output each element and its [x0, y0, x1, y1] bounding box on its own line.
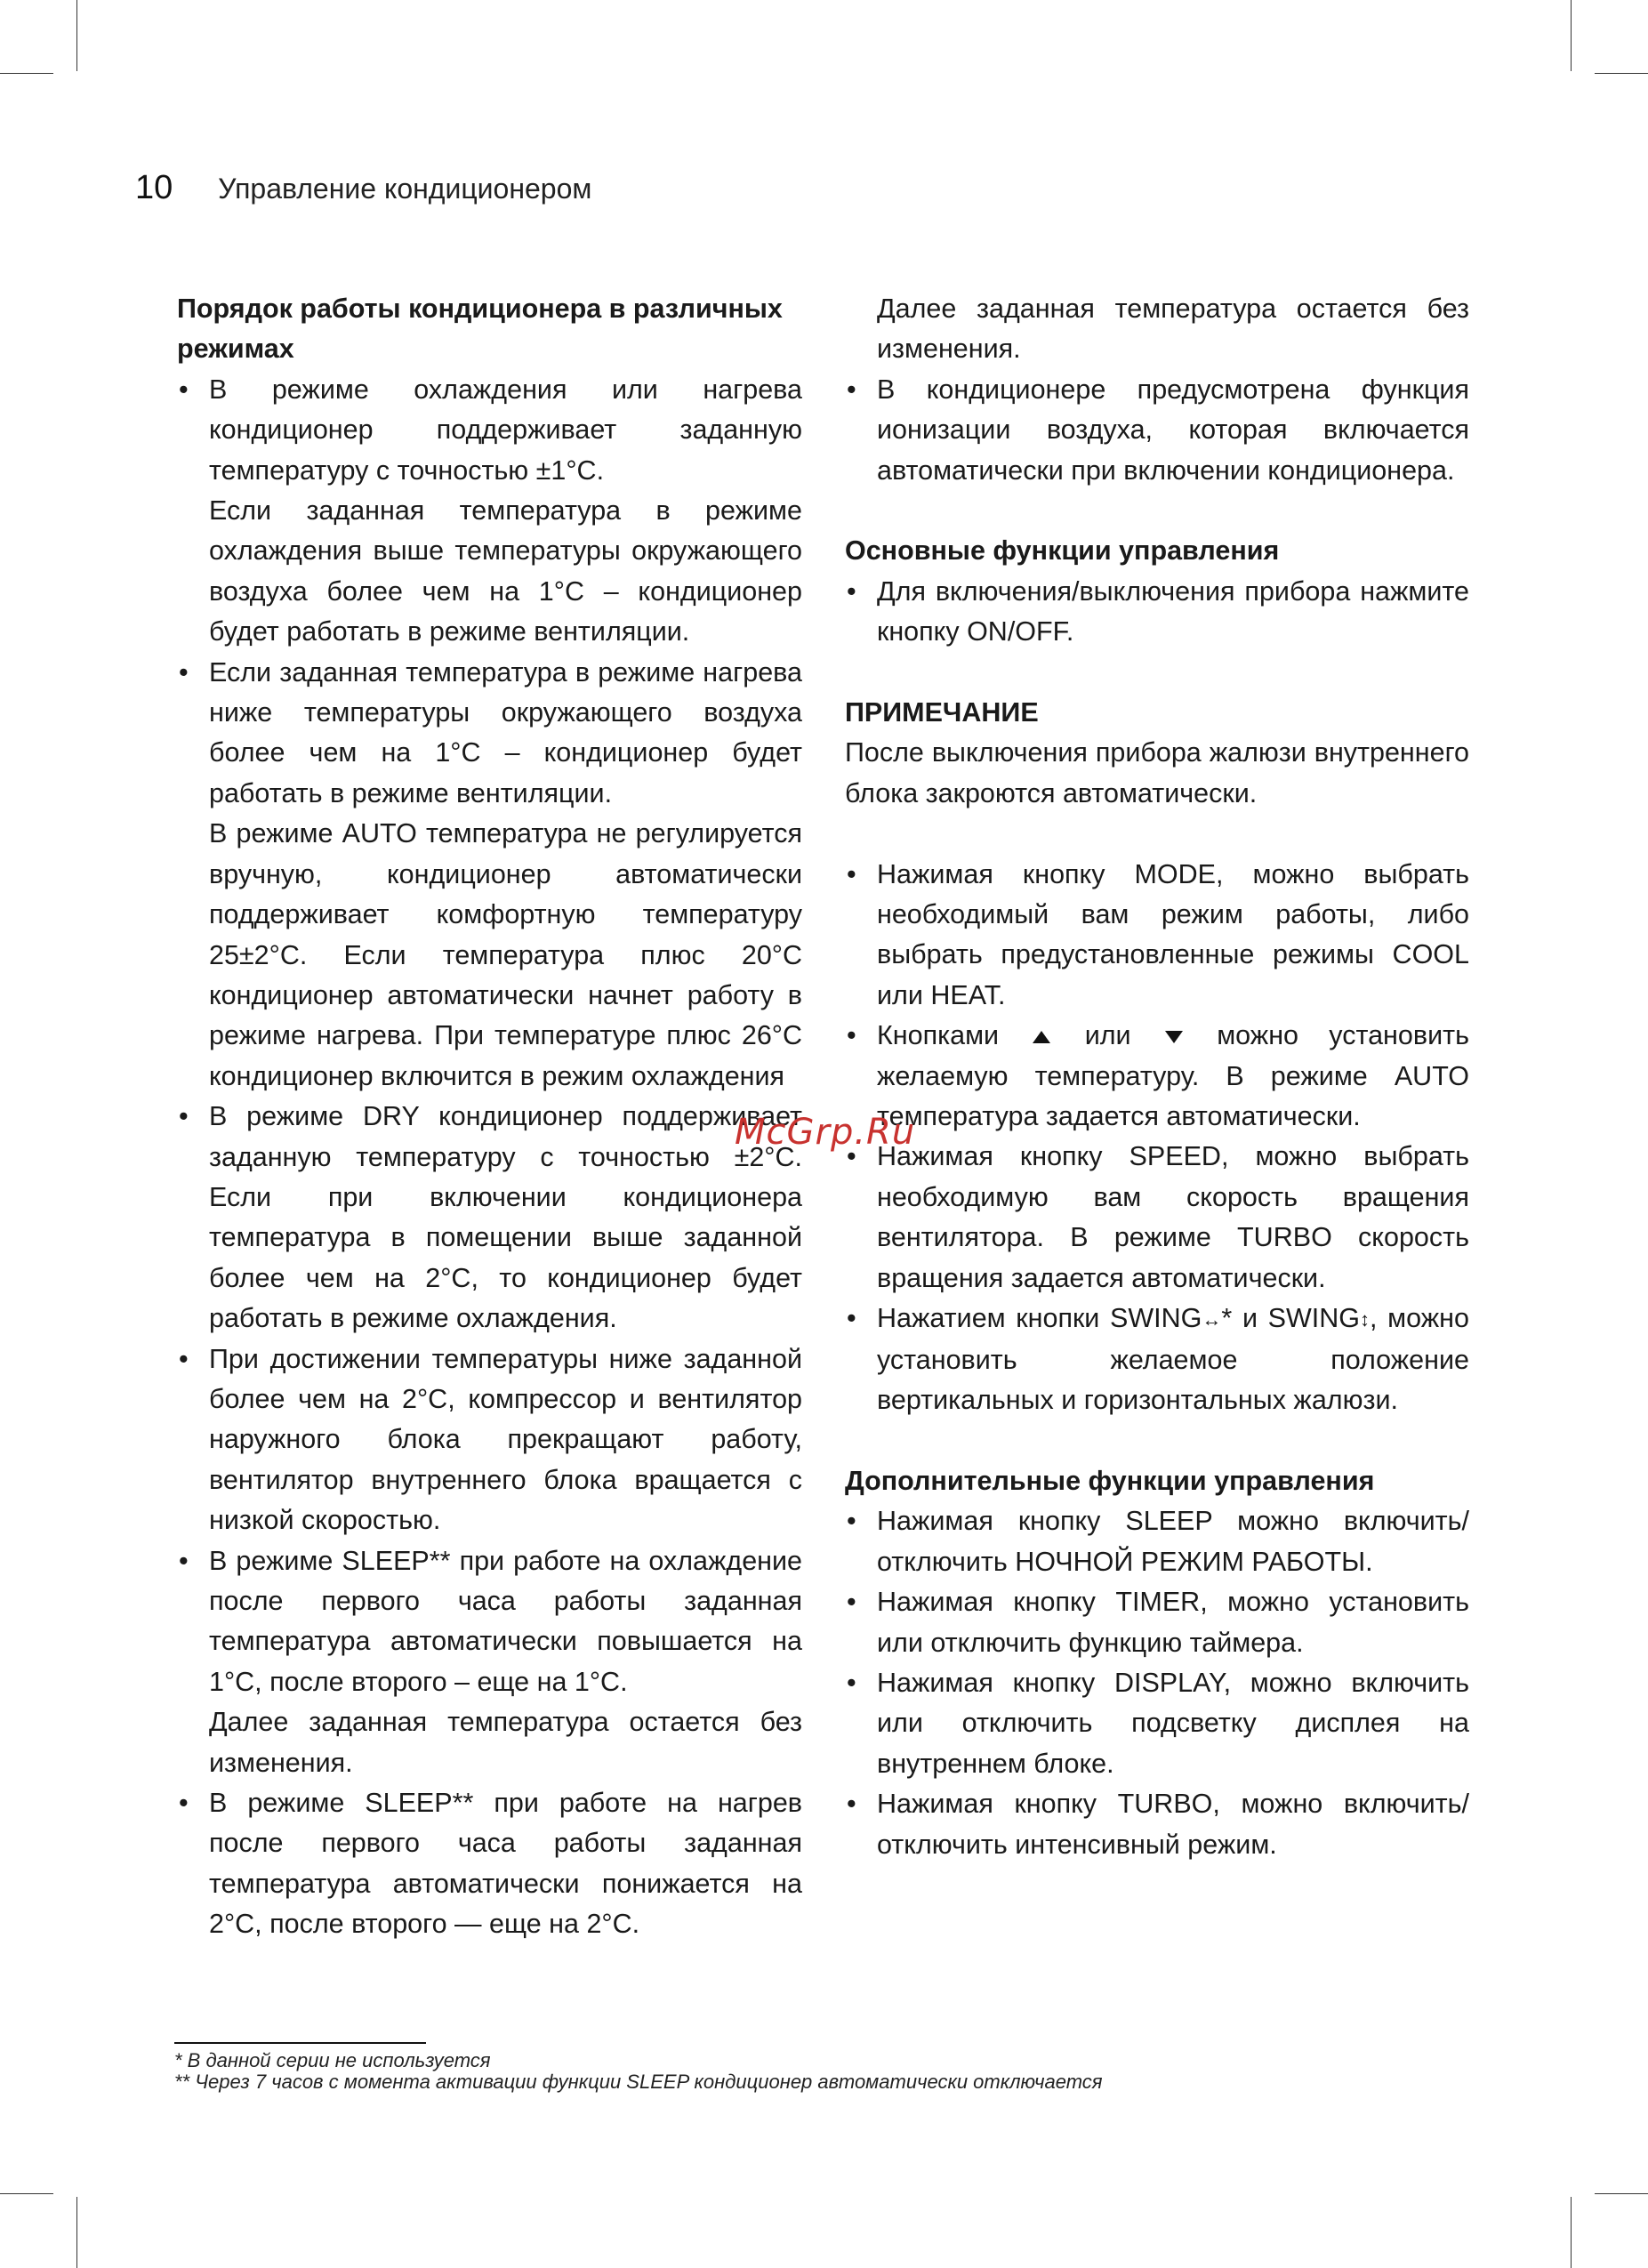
footnotes	[174, 2050, 1103, 2093]
list-item: • Нажимая кнопку DISPLAY, можно включить или отключить подсветку дисплея на внутреннем блоке.	[845, 1663, 1469, 1784]
crop-mark	[1595, 2193, 1648, 2194]
list-item-continuation: Далее заданная температура остается без изменения.	[877, 294, 1469, 365]
triangle-up-icon	[1033, 1031, 1050, 1043]
crop-mark	[1571, 0, 1572, 71]
list-item: • Нажимая кнопку SLEEP можно включить/отключить НОЧНОЙ РЕЖИМ РАБОТЫ.	[845, 1501, 1469, 1582]
text-fragment: и SWING	[1242, 1303, 1361, 1334]
footnote: ** Через 7 часов с момента активации функции SLEEP кондиционер автоматически отключается	[174, 2071, 1103, 2093]
text-fragment: или	[1084, 1020, 1131, 1051]
text-fragment: Кнопками	[877, 1020, 1000, 1051]
list-item: • Нажимая кнопку MODE, можно выбрать необходимый вам режим работы, либо выбрать предустановленные режимы COOL или HEAT.	[845, 855, 1469, 1017]
list-item: • Нажимая кнопку TURBO, можно включить/отключить интенсивный режим.	[845, 1784, 1469, 1865]
list-item: • В режиме охлаждения или нагрева кондиционер поддерживает заданную температуру с точностью ±1°C.	[177, 370, 802, 491]
crop-mark	[1595, 73, 1648, 74]
note-heading: ПРИМЕЧАНИЕ	[845, 697, 1039, 728]
note-text: После выключения прибора жалюзи внутреннего блока закроются автоматически.	[845, 737, 1469, 808]
vertical-arrows-icon: ↕	[1360, 1308, 1371, 1331]
page-section-title: Управление кондиционером	[218, 173, 592, 205]
crop-mark	[76, 0, 77, 71]
section-heading-basic: Основные функции управления	[845, 535, 1280, 567]
text-fragment: можно установить желаемую температуру. В режиме AUTO температура задается автоматически.	[877, 1020, 1469, 1132]
list-item	[845, 1299, 1469, 1420]
right-column	[845, 289, 1469, 1865]
list-item-continuation: Далее заданная температура остается без изменения.	[209, 1707, 802, 1778]
section-heading-modes: Порядок работы кондиционера в различных режимах	[177, 294, 783, 365]
list-item: • Нажимая кнопку TIMER, можно установить или отключить функцию таймера.	[845, 1582, 1469, 1663]
list-item: • Если заданная температура в режиме нагрева ниже температуры окружающего воздуха более чем на 1°C – кондиционер будет работать в режиме вентиляции.	[177, 653, 802, 815]
text-fragment: , можно установить желаемое положение вертикальных и горизонтальных жалюзи.	[877, 1303, 1469, 1416]
watermark: McGrp.Ru	[735, 1112, 916, 1153]
crop-mark	[0, 2193, 53, 2194]
page-header	[135, 169, 591, 207]
list-item: • В кондиционере предусмотрена функция ионизации воздуха, которая включается автоматически при включении кондиционера.	[845, 370, 1469, 491]
left-column	[177, 289, 802, 1945]
footnote: * В данной серии не используется	[174, 2049, 491, 2071]
text-fragment: Нажатием кнопки SWING	[877, 1303, 1202, 1334]
list-item: • В режиме SLEEP** при работе на охлаждение после первого часа работы заданная температура автоматически повышается на 1°C, после второго – еще на 1°C.	[177, 1541, 802, 1703]
list-item: • При достижении температуры ниже заданной более чем на 2°C, компрессор и вентилятор наружного блока прекращают работу, вентилятор внутреннего блока вращается с низкой скоростью.	[177, 1339, 802, 1541]
crop-mark	[0, 73, 53, 74]
list-item: • В режиме SLEEP** при работе на нагрев после первого часа работы заданная температура автоматически понижается на 2°C, после второго — еще на 2°C.	[177, 1783, 802, 1945]
list-item: • Для включения/выключения прибора нажмите кнопку ON/OFF.	[845, 572, 1469, 653]
list-item-continuation: В режиме AUTO температура не регулируется вручную, кондиционер автоматически поддерживает комфортную температуру 25±2°C. Если температура плюс 20°C кондиционер автоматически начнет работу в режиме нагрева. При температуре плюс 26°C кондиционер включится в режим охлаждения	[209, 818, 802, 1091]
text-fragment: *	[1221, 1303, 1233, 1334]
triangle-down-icon	[1165, 1031, 1183, 1043]
section-heading-extra: Дополнительные функции управления	[845, 1465, 1375, 1496]
horizontal-arrows-icon: ↔	[1202, 1308, 1222, 1331]
list-item	[845, 1016, 1469, 1137]
crop-mark	[1571, 2197, 1572, 2268]
footnote-divider	[174, 2042, 426, 2044]
list-item-continuation: Если заданная температура в режиме охлаждения выше температуры окружающего воздуха более чем на 1°C – кондиционер будет работать в режиме вентиляции.	[209, 495, 802, 647]
list-item: • В режиме DRY кондиционер поддерживает заданную температуру с точностью ±2°C. Если при включении кондиционера температура в помещении выше заданной более чем на 2°C, то кондиционер будет работать в режиме охлаждения.	[177, 1097, 802, 1339]
crop-mark	[76, 2197, 77, 2268]
page-number: 10	[135, 169, 173, 206]
list-item: • Нажимая кнопку SPEED, можно выбрать необходимую вам скорость вращения вентилятора. В режиме TURBO скорость вращения задается автоматически.	[845, 1137, 1469, 1299]
